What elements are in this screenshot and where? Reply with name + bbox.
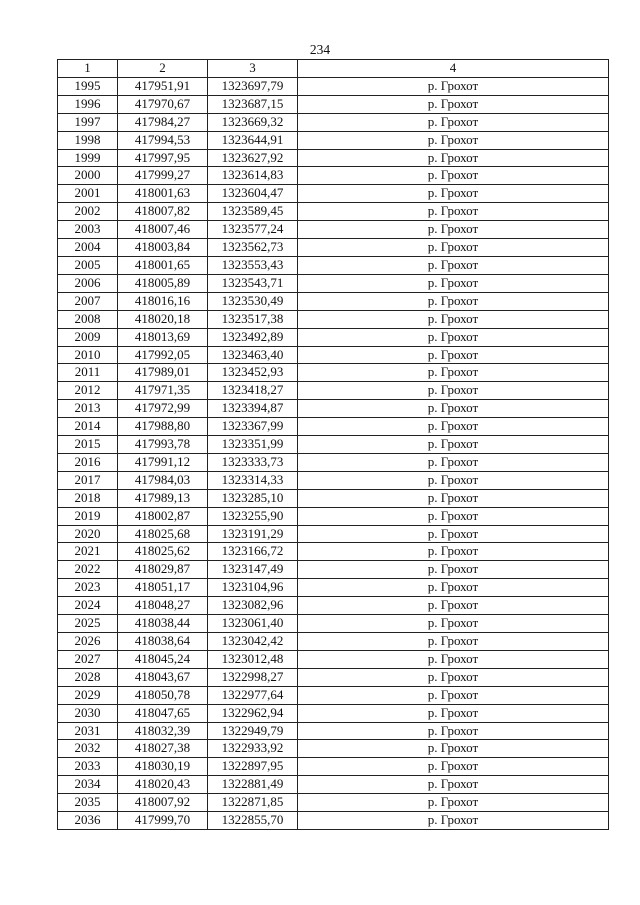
y-coordinate-cell: 1322881,49 (208, 776, 298, 794)
point-number-cell: 2026 (58, 633, 118, 651)
x-coordinate-cell: 417989,13 (118, 489, 208, 507)
x-coordinate-cell: 418051,17 (118, 579, 208, 597)
x-coordinate-cell: 418020,43 (118, 776, 208, 794)
table-row (58, 256, 609, 274)
description-cell: р. Грохот (298, 704, 609, 722)
table-row (58, 113, 609, 131)
y-coordinate-cell: 1323687,15 (208, 95, 298, 113)
description-cell: р. Грохот (298, 722, 609, 740)
description-cell: р. Грохот (298, 131, 609, 149)
table-row (58, 686, 609, 704)
table-row (58, 776, 609, 794)
x-coordinate-cell: 418038,44 (118, 615, 208, 633)
point-number-cell: 2002 (58, 203, 118, 221)
description-cell: р. Грохот (298, 561, 609, 579)
table-row (58, 668, 609, 686)
y-coordinate-cell: 1323553,43 (208, 256, 298, 274)
description-cell: р. Грохот (298, 185, 609, 203)
y-coordinate-cell: 1323614,83 (208, 167, 298, 185)
x-coordinate-cell: 417984,03 (118, 471, 208, 489)
column-header-2: 2 (118, 60, 208, 78)
y-coordinate-cell: 1322933,92 (208, 740, 298, 758)
point-number-cell: 2027 (58, 650, 118, 668)
description-cell: р. Грохот (298, 794, 609, 812)
description-cell: р. Грохот (298, 579, 609, 597)
x-coordinate-cell: 417971,35 (118, 382, 208, 400)
table-row (58, 471, 609, 489)
x-coordinate-cell: 418027,38 (118, 740, 208, 758)
y-coordinate-cell: 1323042,42 (208, 633, 298, 651)
x-coordinate-cell: 418001,65 (118, 256, 208, 274)
column-header-4: 4 (298, 60, 609, 78)
y-coordinate-cell: 1323351,99 (208, 436, 298, 454)
table-row (58, 274, 609, 292)
description-cell: р. Грохот (298, 453, 609, 471)
table-row (58, 650, 609, 668)
point-number-cell: 2033 (58, 758, 118, 776)
table-row (58, 615, 609, 633)
point-number-cell: 2006 (58, 274, 118, 292)
point-number-cell: 2009 (58, 328, 118, 346)
x-coordinate-cell: 418007,82 (118, 203, 208, 221)
x-coordinate-cell: 418045,24 (118, 650, 208, 668)
point-number-cell: 2016 (58, 453, 118, 471)
x-coordinate-cell: 418025,62 (118, 543, 208, 561)
point-number-cell: 2022 (58, 561, 118, 579)
y-coordinate-cell: 1323517,38 (208, 310, 298, 328)
description-cell: р. Грохот (298, 686, 609, 704)
point-number-cell: 2012 (58, 382, 118, 400)
table-row (58, 95, 609, 113)
table-row (58, 328, 609, 346)
y-coordinate-cell: 1322962,94 (208, 704, 298, 722)
y-coordinate-cell: 1322949,79 (208, 722, 298, 740)
y-coordinate-cell: 1323285,10 (208, 489, 298, 507)
table-header-row (58, 60, 609, 78)
point-number-cell: 2000 (58, 167, 118, 185)
y-coordinate-cell: 1322998,27 (208, 668, 298, 686)
point-number-cell: 2023 (58, 579, 118, 597)
y-coordinate-cell: 1323604,47 (208, 185, 298, 203)
point-number-cell: 2021 (58, 543, 118, 561)
x-coordinate-cell: 418032,39 (118, 722, 208, 740)
point-number-cell: 1996 (58, 95, 118, 113)
table-row (58, 740, 609, 758)
table-row (58, 203, 609, 221)
y-coordinate-cell: 1323082,96 (208, 597, 298, 615)
y-coordinate-cell: 1323166,72 (208, 543, 298, 561)
point-number-cell: 2024 (58, 597, 118, 615)
description-cell: р. Грохот (298, 239, 609, 257)
table-row (58, 292, 609, 310)
point-number-cell: 2011 (58, 364, 118, 382)
table-row (58, 436, 609, 454)
x-coordinate-cell: 418013,69 (118, 328, 208, 346)
table-row (58, 543, 609, 561)
description-cell: р. Грохот (298, 507, 609, 525)
table-row (58, 579, 609, 597)
y-coordinate-cell: 1323452,93 (208, 364, 298, 382)
point-number-cell: 2008 (58, 310, 118, 328)
y-coordinate-cell: 1323530,49 (208, 292, 298, 310)
table-row (58, 507, 609, 525)
point-number-cell: 2020 (58, 525, 118, 543)
description-cell: р. Грохот (298, 328, 609, 346)
x-coordinate-cell: 417972,99 (118, 400, 208, 418)
description-cell: р. Грохот (298, 364, 609, 382)
x-coordinate-cell: 417991,12 (118, 453, 208, 471)
table-row (58, 382, 609, 400)
y-coordinate-cell: 1322897,95 (208, 758, 298, 776)
table-row (58, 185, 609, 203)
x-coordinate-cell: 417997,95 (118, 149, 208, 167)
y-coordinate-cell: 1323314,33 (208, 471, 298, 489)
point-number-cell: 2004 (58, 239, 118, 257)
table-row (58, 400, 609, 418)
table-row (58, 704, 609, 722)
y-coordinate-cell: 1323394,87 (208, 400, 298, 418)
description-cell: р. Грохот (298, 382, 609, 400)
column-header-3: 3 (208, 60, 298, 78)
y-coordinate-cell: 1323367,99 (208, 418, 298, 436)
point-number-cell: 2015 (58, 436, 118, 454)
description-cell: р. Грохот (298, 776, 609, 794)
x-coordinate-cell: 417984,27 (118, 113, 208, 131)
x-coordinate-cell: 418050,78 (118, 686, 208, 704)
description-cell: р. Грохот (298, 149, 609, 167)
x-coordinate-cell: 418047,65 (118, 704, 208, 722)
y-coordinate-cell: 1323697,79 (208, 77, 298, 95)
table-row (58, 131, 609, 149)
description-cell: р. Грохот (298, 740, 609, 758)
table-row (58, 812, 609, 830)
y-coordinate-cell: 1323492,89 (208, 328, 298, 346)
description-cell: р. Грохот (298, 471, 609, 489)
y-coordinate-cell: 1323147,49 (208, 561, 298, 579)
point-number-cell: 2018 (58, 489, 118, 507)
table-row (58, 794, 609, 812)
point-number-cell: 2035 (58, 794, 118, 812)
x-coordinate-cell: 417970,67 (118, 95, 208, 113)
point-number-cell: 2025 (58, 615, 118, 633)
table-row (58, 453, 609, 471)
point-number-cell: 1999 (58, 149, 118, 167)
x-coordinate-cell: 418007,92 (118, 794, 208, 812)
description-cell: р. Грохот (298, 436, 609, 454)
description-cell: р. Грохот (298, 668, 609, 686)
x-coordinate-cell: 418043,67 (118, 668, 208, 686)
description-cell: р. Грохот (298, 346, 609, 364)
description-cell: р. Грохот (298, 597, 609, 615)
point-number-cell: 1997 (58, 113, 118, 131)
description-cell: р. Грохот (298, 633, 609, 651)
description-cell: р. Грохот (298, 310, 609, 328)
description-cell: р. Грохот (298, 543, 609, 561)
table-row (58, 221, 609, 239)
y-coordinate-cell: 1323012,48 (208, 650, 298, 668)
x-coordinate-cell: 418005,89 (118, 274, 208, 292)
x-coordinate-cell: 417992,05 (118, 346, 208, 364)
description-cell: р. Грохот (298, 221, 609, 239)
table-row (58, 77, 609, 95)
point-number-cell: 2031 (58, 722, 118, 740)
point-number-cell: 2030 (58, 704, 118, 722)
table-body (58, 77, 609, 829)
table-row (58, 489, 609, 507)
x-coordinate-cell: 417989,01 (118, 364, 208, 382)
point-number-cell: 2017 (58, 471, 118, 489)
y-coordinate-cell: 1322977,64 (208, 686, 298, 704)
point-number-cell: 2032 (58, 740, 118, 758)
x-coordinate-cell: 418002,87 (118, 507, 208, 525)
description-cell: р. Грохот (298, 292, 609, 310)
point-number-cell: 2036 (58, 812, 118, 830)
y-coordinate-cell: 1323255,90 (208, 507, 298, 525)
y-coordinate-cell: 1323589,45 (208, 203, 298, 221)
point-number-cell: 2007 (58, 292, 118, 310)
y-coordinate-cell: 1323669,32 (208, 113, 298, 131)
y-coordinate-cell: 1322855,70 (208, 812, 298, 830)
x-coordinate-cell: 417951,91 (118, 77, 208, 95)
point-number-cell: 2013 (58, 400, 118, 418)
x-coordinate-cell: 417994,53 (118, 131, 208, 149)
table-row (58, 364, 609, 382)
description-cell: р. Грохот (298, 203, 609, 221)
x-coordinate-cell: 417988,80 (118, 418, 208, 436)
x-coordinate-cell: 418007,46 (118, 221, 208, 239)
description-cell: р. Грохот (298, 113, 609, 131)
table-row (58, 346, 609, 364)
point-number-cell: 2010 (58, 346, 118, 364)
table-row (58, 525, 609, 543)
description-cell: р. Грохот (298, 489, 609, 507)
table-row (58, 418, 609, 436)
point-number-cell: 2001 (58, 185, 118, 203)
table-row (58, 597, 609, 615)
x-coordinate-cell: 418003,84 (118, 239, 208, 257)
point-number-cell: 2005 (58, 256, 118, 274)
point-number-cell: 2014 (58, 418, 118, 436)
x-coordinate-cell: 418038,64 (118, 633, 208, 651)
description-cell: р. Грохот (298, 615, 609, 633)
column-header-1: 1 (58, 60, 118, 78)
y-coordinate-cell: 1323644,91 (208, 131, 298, 149)
point-number-cell: 1998 (58, 131, 118, 149)
y-coordinate-cell: 1323543,71 (208, 274, 298, 292)
description-cell: р. Грохот (298, 95, 609, 113)
point-number-cell: 2019 (58, 507, 118, 525)
description-cell: р. Грохот (298, 525, 609, 543)
point-number-cell: 1995 (58, 77, 118, 95)
table-row (58, 561, 609, 579)
table-row (58, 722, 609, 740)
table-row (58, 149, 609, 167)
page-number: 234 (309, 42, 331, 57)
x-coordinate-cell: 418030,19 (118, 758, 208, 776)
y-coordinate-cell: 1323104,96 (208, 579, 298, 597)
description-cell: р. Грохот (298, 274, 609, 292)
y-coordinate-cell: 1323191,29 (208, 525, 298, 543)
point-number-cell: 2034 (58, 776, 118, 794)
x-coordinate-cell: 418016,16 (118, 292, 208, 310)
table-row (58, 310, 609, 328)
y-coordinate-cell: 1323577,24 (208, 221, 298, 239)
table-row (58, 167, 609, 185)
point-number-cell: 2028 (58, 668, 118, 686)
description-cell: р. Грохот (298, 256, 609, 274)
x-coordinate-cell: 417999,27 (118, 167, 208, 185)
y-coordinate-cell: 1322871,85 (208, 794, 298, 812)
point-number-cell: 2029 (58, 686, 118, 704)
description-cell: р. Грохот (298, 400, 609, 418)
x-coordinate-cell: 417993,78 (118, 436, 208, 454)
x-coordinate-cell: 418025,68 (118, 525, 208, 543)
description-cell: р. Грохот (298, 77, 609, 95)
y-coordinate-cell: 1323418,27 (208, 382, 298, 400)
description-cell: р. Грохот (298, 418, 609, 436)
x-coordinate-cell: 418029,87 (118, 561, 208, 579)
y-coordinate-cell: 1323333,73 (208, 453, 298, 471)
x-coordinate-cell: 418020,18 (118, 310, 208, 328)
table-row (58, 758, 609, 776)
description-cell: р. Грохот (298, 812, 609, 830)
y-coordinate-cell: 1323562,73 (208, 239, 298, 257)
description-cell: р. Грохот (298, 167, 609, 185)
description-cell: р. Грохот (298, 758, 609, 776)
y-coordinate-cell: 1323463,40 (208, 346, 298, 364)
description-cell: р. Грохот (298, 650, 609, 668)
y-coordinate-cell: 1323627,92 (208, 149, 298, 167)
coordinates-table (57, 59, 609, 830)
x-coordinate-cell: 418001,63 (118, 185, 208, 203)
x-coordinate-cell: 417999,70 (118, 812, 208, 830)
table-row (58, 239, 609, 257)
y-coordinate-cell: 1323061,40 (208, 615, 298, 633)
point-number-cell: 2003 (58, 221, 118, 239)
x-coordinate-cell: 418048,27 (118, 597, 208, 615)
table-row (58, 633, 609, 651)
